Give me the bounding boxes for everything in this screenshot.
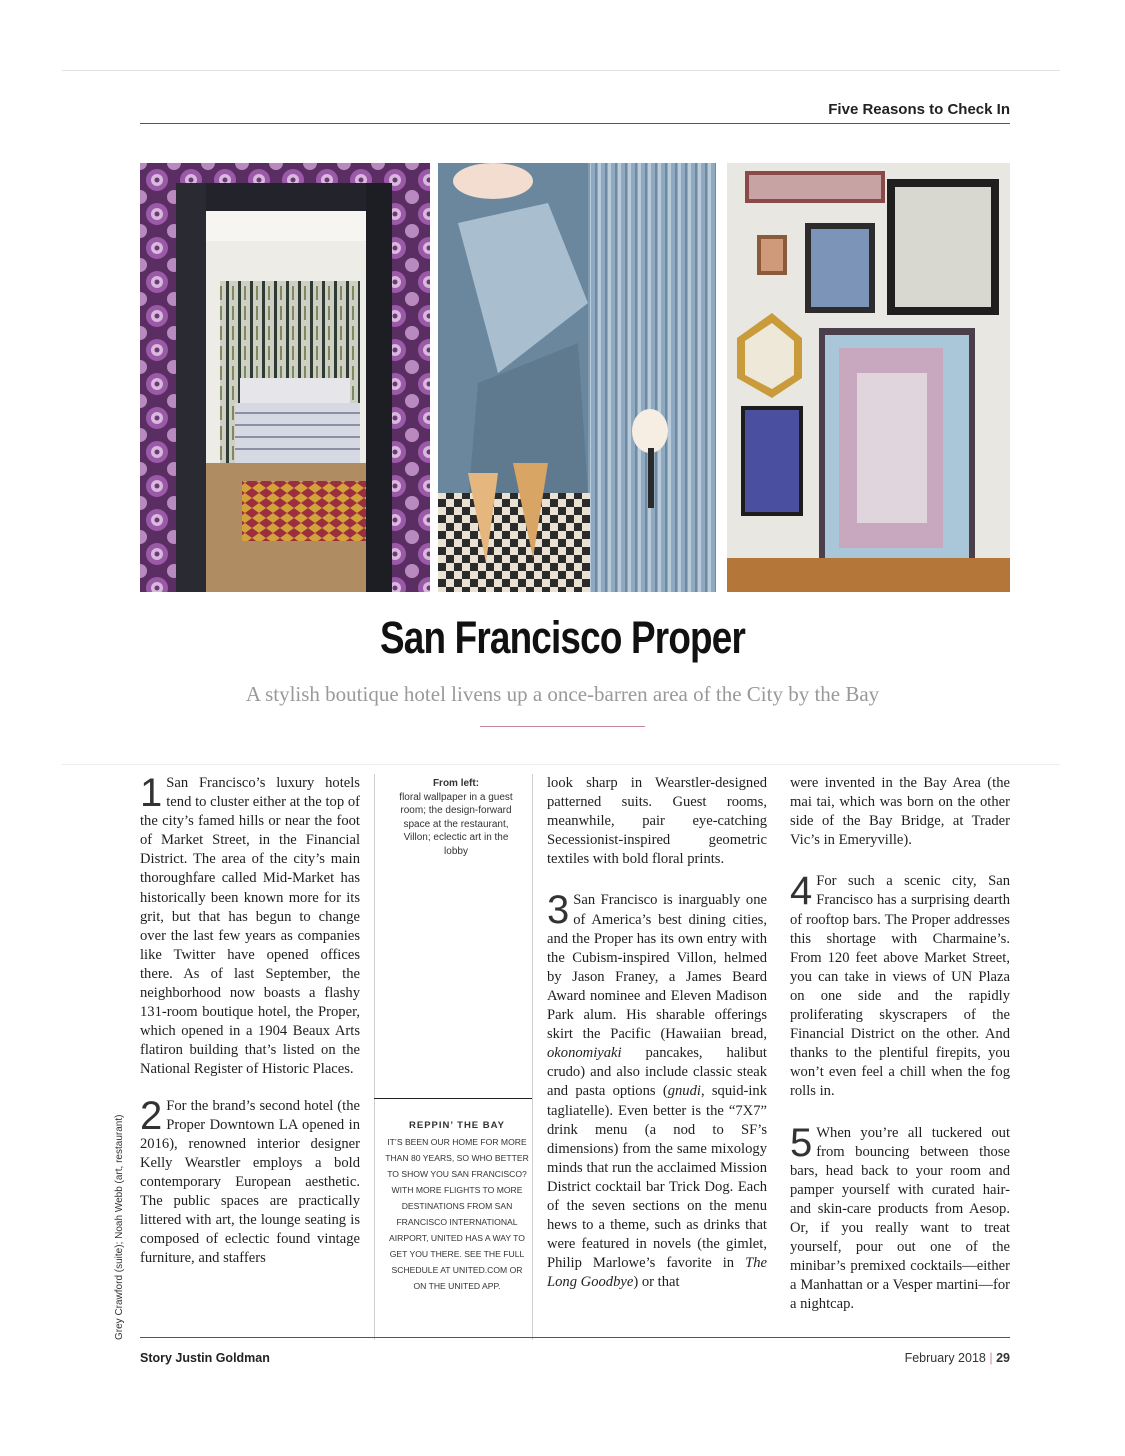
- reason-3-italic-3: The Long Goodbye: [547, 1255, 767, 1291]
- dek: A stylish boutique hotel livens up a once-barren area of the City by the Bay: [245, 682, 880, 706]
- column-1: [140, 771, 360, 1285]
- caption-divider-right: [532, 774, 533, 1340]
- reason-number-3: 3: [547, 888, 570, 933]
- caption-divider: [374, 774, 375, 1340]
- reason-3-text-c: , squid-ink tagliatelle). Even better is the “7X7” drink menu (a nod to SF’s dimensions) from the same mixology minds that run the acclaimed Mission District cocktail bar Trick Dog. Each of the seven sections on the menu hews to a theme, such as drinks that were featured in novels (the gimlet, Philip Marlowe’s favorite in: [547, 1083, 767, 1272]
- folio: [905, 1351, 1010, 1365]
- promo-rule: [374, 1098, 532, 1099]
- promo-head: REPPIN’ THE BAY: [409, 1120, 505, 1131]
- reason-3-continued: [790, 774, 1010, 850]
- footer-rule: [140, 1337, 1010, 1338]
- photo-credit: Grey Crawford (suite); Noah Webb (art, restaurant): [114, 1114, 125, 1340]
- restaurant-illustration: [438, 163, 716, 592]
- reason-1-text: San Francisco’s luxury hotels tend to cluster either at the top of the city’s famed hills or near the foot of Market Street, in the Financial District. The area of the city’s main thoroughfare called Mid-Market has historically been known more for its grit, but that has begun to change over the last few years as companies like Twitter have opened offices there. As of last September, the neighborhood now boasts a flashy 131-room boutique hotel, the Proper, which opened in a 1904 Beaux Arts flatiron building that’s listed on the National Register of Historic Places.: [140, 775, 360, 1078]
- reason-2-continued: [547, 774, 767, 869]
- guest-room-illustration: [140, 163, 430, 592]
- photo-restaurant: [438, 163, 716, 592]
- caption-body: floral wallpaper in a guest room; the design-forward space at the restaurant, Villon; eclectic art in the lobby: [399, 791, 513, 857]
- column-4: [790, 774, 1010, 1331]
- reason-4: [790, 869, 1010, 1101]
- body-top-rule: [62, 764, 1060, 765]
- photo-lobby-art: [727, 163, 1010, 592]
- reason-5-text: When you’re all tuckered out from bouncing between those bars, head back to your room and pamper yourself with curated hair- and skin-care products from Aesop. Or, if you really want to treat yourself, pour out one of the minibar’s premixed cocktails—either a Manhattan or a Vesper martini—for a nightcap.: [790, 1124, 1010, 1313]
- headline: San Francisco Proper: [379, 612, 746, 663]
- reason-3-text-b: pancakes, halibut crudo) and also include classic steak and pasta options (: [547, 1045, 767, 1100]
- photo-guest-room: [140, 163, 430, 592]
- section-rule: [140, 123, 1010, 124]
- reason-3-text-a: San Francisco is inarguably one of America’s best dining cities, and the Proper has its own entry with the Cubism-inspired Villon, helmed by Jason Franey, a James Beard Award nominee and Eleven Madison Park alum. His sharable offerings skirt the Pacific (Hawaiian bread,: [547, 892, 767, 1043]
- folio-divider: |: [989, 1351, 997, 1365]
- promo-box: [384, 1118, 530, 1294]
- section-title: Five Reasons to Check In: [828, 101, 1010, 118]
- accent-rule: [480, 726, 645, 727]
- issue-date: February 2018: [904, 1351, 986, 1365]
- reason-3-text-e: were invented in the Bay Area (the mai tai, which was born on the other side of the Bay Bridge, at Trader Vic’s in Emeryville).: [790, 775, 1010, 849]
- byline: Story Justin Goldman: [140, 1351, 270, 1365]
- reason-4-text: For such a scenic city, San Francisco has a surprising dearth of rooftop bars. The Proper addresses this shortage with Charmaine’s. From 120 feet above Market Street, you can take in views of UN Plaza on one side and the rapidly proliferating skyscrapers of the Financial District on the other. And thanks to the plentiful firepits, you won’t even feel a chill when the fog rolls in.: [790, 873, 1010, 1100]
- reason-3-text-d: ) or that: [633, 1274, 680, 1291]
- reason-number-2: 2: [140, 1093, 163, 1138]
- top-rule: [62, 70, 1060, 71]
- photo-caption: [392, 777, 520, 858]
- reason-5: [790, 1120, 1010, 1315]
- reason-1: [140, 771, 360, 1080]
- reason-number-5: 5: [790, 1120, 813, 1165]
- caption-lead: From left:: [432, 778, 480, 789]
- page-number: 29: [996, 1351, 1010, 1365]
- reason-3-italic-1: okonomiyaki: [547, 1045, 622, 1062]
- reason-3-italic-2: gnudi: [667, 1083, 701, 1100]
- reason-2: [140, 1093, 360, 1269]
- column-3: [547, 774, 767, 1309]
- reason-number-4: 4: [790, 869, 813, 914]
- reason-2-text-b: look sharp in Wearstler-designed patterned suits. Guest rooms, meanwhile, pair eye-catching Secessionist-inspired geometric textiles with bold floral prints.: [547, 775, 767, 868]
- lobby-art-illustration: [727, 163, 1010, 592]
- reason-2-text-a: For the brand’s second hotel (the Proper Downtown LA opened in 2016), renowned interior designer Kelly Wearstler employs a bold contemporary European aesthetic. The public spaces are practically littered with art, the lounge seating is composed of eclectic found vintage furniture, and staffers: [140, 1097, 360, 1267]
- promo-body: IT’S BEEN OUR HOME FOR MORE THAN 80 YEARS, SO WHO BETTER TO SHOW YOU SAN FRANCISCO? WITH MORE FLIGHTS TO MORE DESTINATIONS FROM SAN FRANCISCO INTERNATIONAL AIRPORT, UNITED HAS A WAY TO GET YOU THERE. SEE THE FULL SCHEDULE AT UNITED.COM OR ON THE UNITED APP.: [385, 1137, 529, 1291]
- reason-3: [547, 888, 767, 1292]
- reason-number-1: 1: [140, 771, 163, 815]
